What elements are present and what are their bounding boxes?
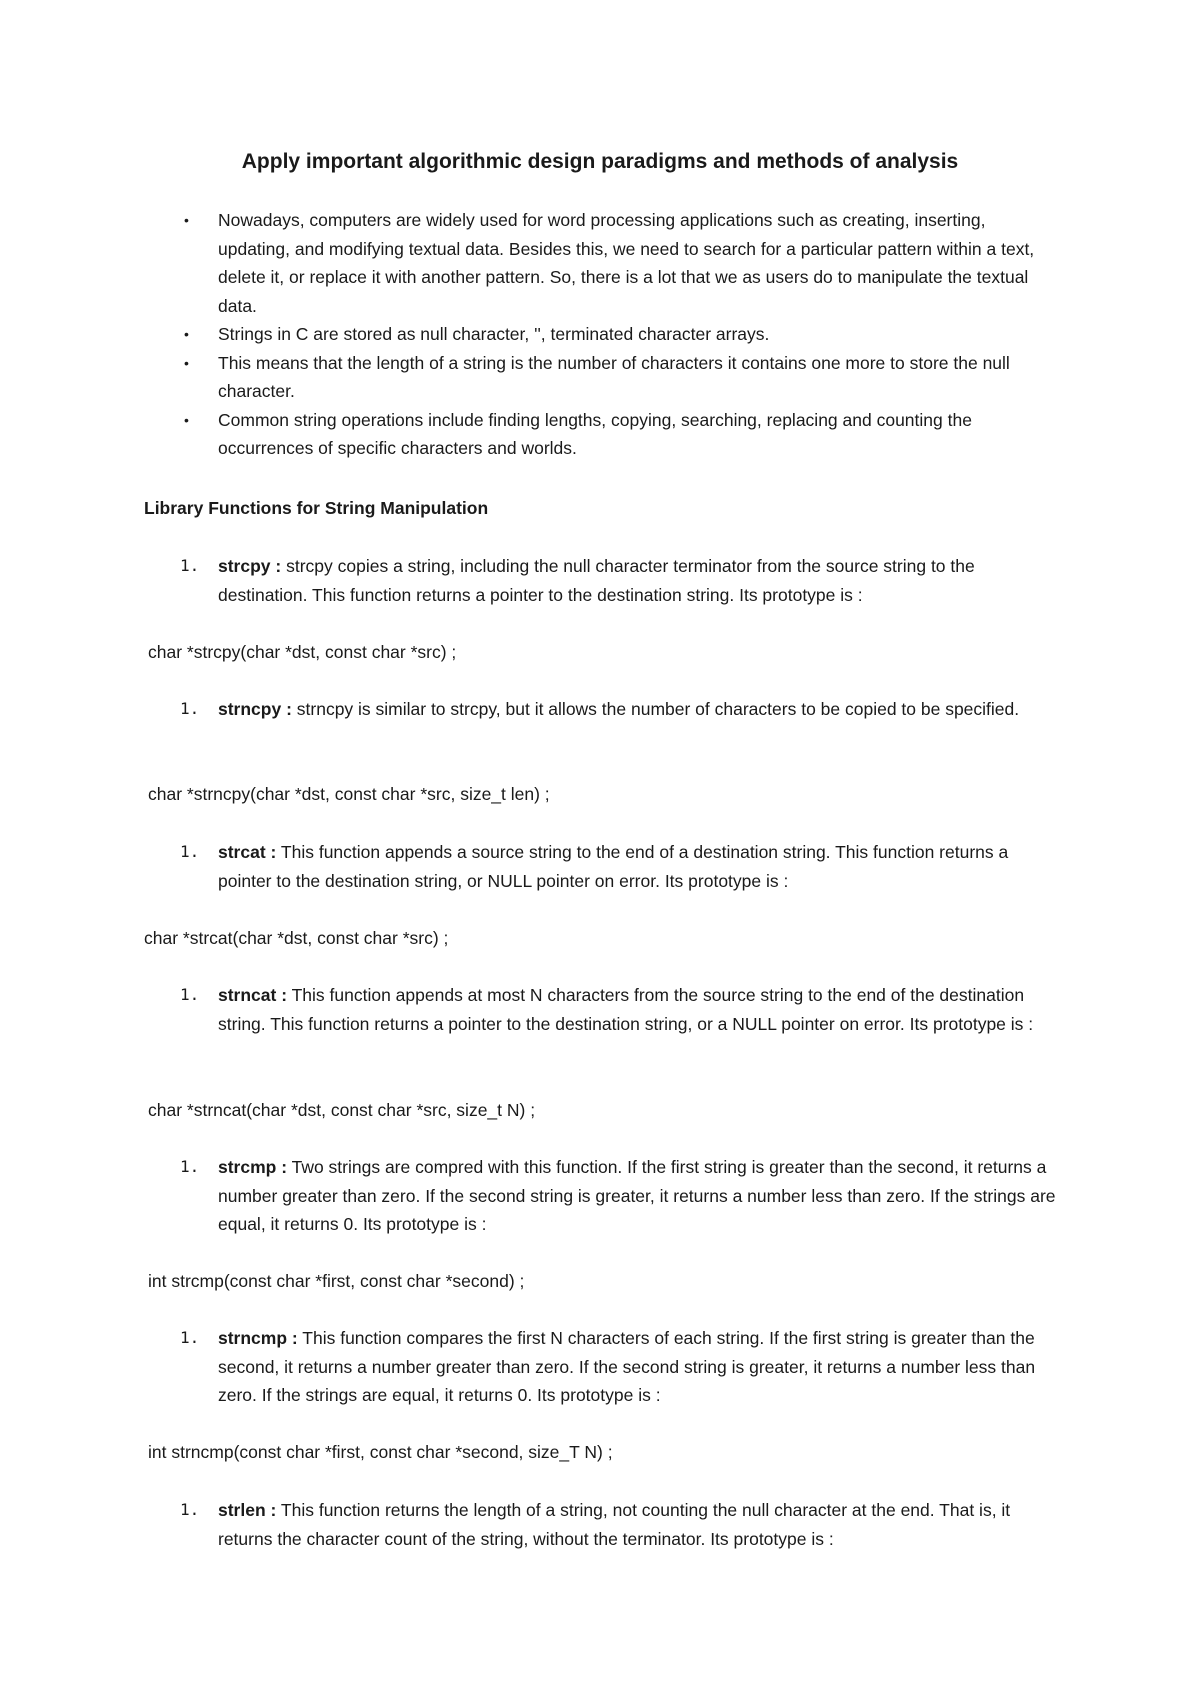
function-name: strcat : xyxy=(218,842,277,862)
bullet-marker: • xyxy=(184,354,189,371)
numbered-item xyxy=(0,838,1058,895)
intro-bullet-list xyxy=(0,206,1200,463)
numbered-item xyxy=(0,1496,1058,1553)
bullet-marker: • xyxy=(184,326,189,342)
function-entry-strncpy xyxy=(0,695,1200,724)
numbered-item xyxy=(0,552,1058,609)
function-name: strncat : xyxy=(218,985,288,1005)
item-number: 1. xyxy=(180,842,200,861)
bullet-text: Common string operations include finding lengths, copying, searching, replacing and counting the occurrences of specific characters and worlds. xyxy=(218,409,972,458)
section-heading: Library Functions for String Manipulation xyxy=(144,498,489,518)
numbered-item xyxy=(0,1324,1058,1410)
function-entry-strcmp xyxy=(0,1153,1200,1239)
prototype-code: char *strcat(char *dst, const char *src) ; xyxy=(144,928,449,948)
function-description: strcpy copies a string, including the null character terminator from the source string to the destination. This function returns a pointer to the destination string. Its prototype is : xyxy=(218,556,975,605)
item-number: 1. xyxy=(180,556,200,575)
bullet-marker: • xyxy=(184,212,189,228)
function-name: strcpy : xyxy=(218,556,282,576)
function-description: strncpy is similar to strcpy, but it allows the number of characters to be copied to be specified. xyxy=(291,699,1020,719)
bullet-item xyxy=(0,206,1058,320)
function-entry-strlen xyxy=(0,1496,1200,1553)
function-description: This function compares the first N characters of each string. If the first string is greater than the second, it returns a number greater than zero. If the second string is greater, it returns a number less than zero. If the strings are equal, it returns 0. Its prototype is : xyxy=(218,1328,1036,1405)
function-name: strncpy : xyxy=(218,699,292,719)
function-description: This function appends at most N characters from the source string to the end of the destination string. This function returns a pointer to the destination string, or a NULL pointer on error. Its prototype is : xyxy=(218,985,1034,1034)
prototype-code: char *strncpy(char *dst, const char *src, size_t len) ; xyxy=(148,784,550,804)
bullet-marker: • xyxy=(184,411,189,428)
prototype-code: char *strncat(char *dst, const char *src, size_t N) ; xyxy=(148,1100,536,1120)
bullet-item xyxy=(0,349,1058,406)
function-entry-strncat xyxy=(0,981,1200,1038)
prototype-code: char *strcpy(char *dst, const char *src) ; xyxy=(148,642,457,662)
prototype-code: int strcmp(const char *first, const char *second) ; xyxy=(148,1271,525,1291)
bullet-item xyxy=(0,320,1058,349)
function-name: strncmp : xyxy=(218,1328,298,1348)
function-description: This function returns the length of a string, not counting the null character at the end. That is, it returns the character count of the string, without the terminator. Its prototype is : xyxy=(218,1500,1011,1549)
item-number: 1. xyxy=(180,1157,200,1176)
function-entry-strcpy xyxy=(0,552,1200,609)
item-number: 1. xyxy=(180,1500,200,1519)
function-entry-strcat xyxy=(0,838,1200,895)
function-name: strcmp : xyxy=(218,1157,288,1177)
item-number: 1. xyxy=(180,985,200,1004)
item-number: 1. xyxy=(180,1328,200,1347)
item-number: 1. xyxy=(180,699,200,718)
function-name: strlen : xyxy=(218,1500,277,1520)
numbered-item xyxy=(0,695,1058,724)
document-title: Apply important algorithmic design paradigms and methods of analysis xyxy=(241,150,959,173)
numbered-item xyxy=(0,981,1058,1038)
prototype-code: int strncmp(const char *first, const char *second, size_T N) ; xyxy=(148,1442,613,1462)
bullet-item xyxy=(0,406,1058,463)
bullet-text: Nowadays, computers are widely used for word processing applications such as creating, inserting, updating, and modifying textual data. Besides this, we need to search for a particular pattern within a text, delete it, or replace it with another pattern. So, there is a lot that we as users do to manipulate the textual data. xyxy=(218,210,1035,316)
function-entry-strncmp xyxy=(0,1324,1200,1410)
function-description: This function appends a source string to the end of a destination string. This function returns a pointer to the destination string, or NULL pointer on error. Its prototype is : xyxy=(218,842,1009,891)
bullet-text: Strings in C are stored as null character, '', terminated character arrays. xyxy=(218,324,770,344)
numbered-item xyxy=(0,1153,1058,1239)
function-description: Two strings are compred with this function. If the first string is greater than the second, it returns a number greater than zero. If the second string is greater, it returns a number less than zero. If the strings are equal, it returns 0. Its prototype is : xyxy=(218,1157,1056,1234)
bullet-text: This means that the length of a string is the number of characters it contains one more to store the null character. xyxy=(218,352,1010,401)
